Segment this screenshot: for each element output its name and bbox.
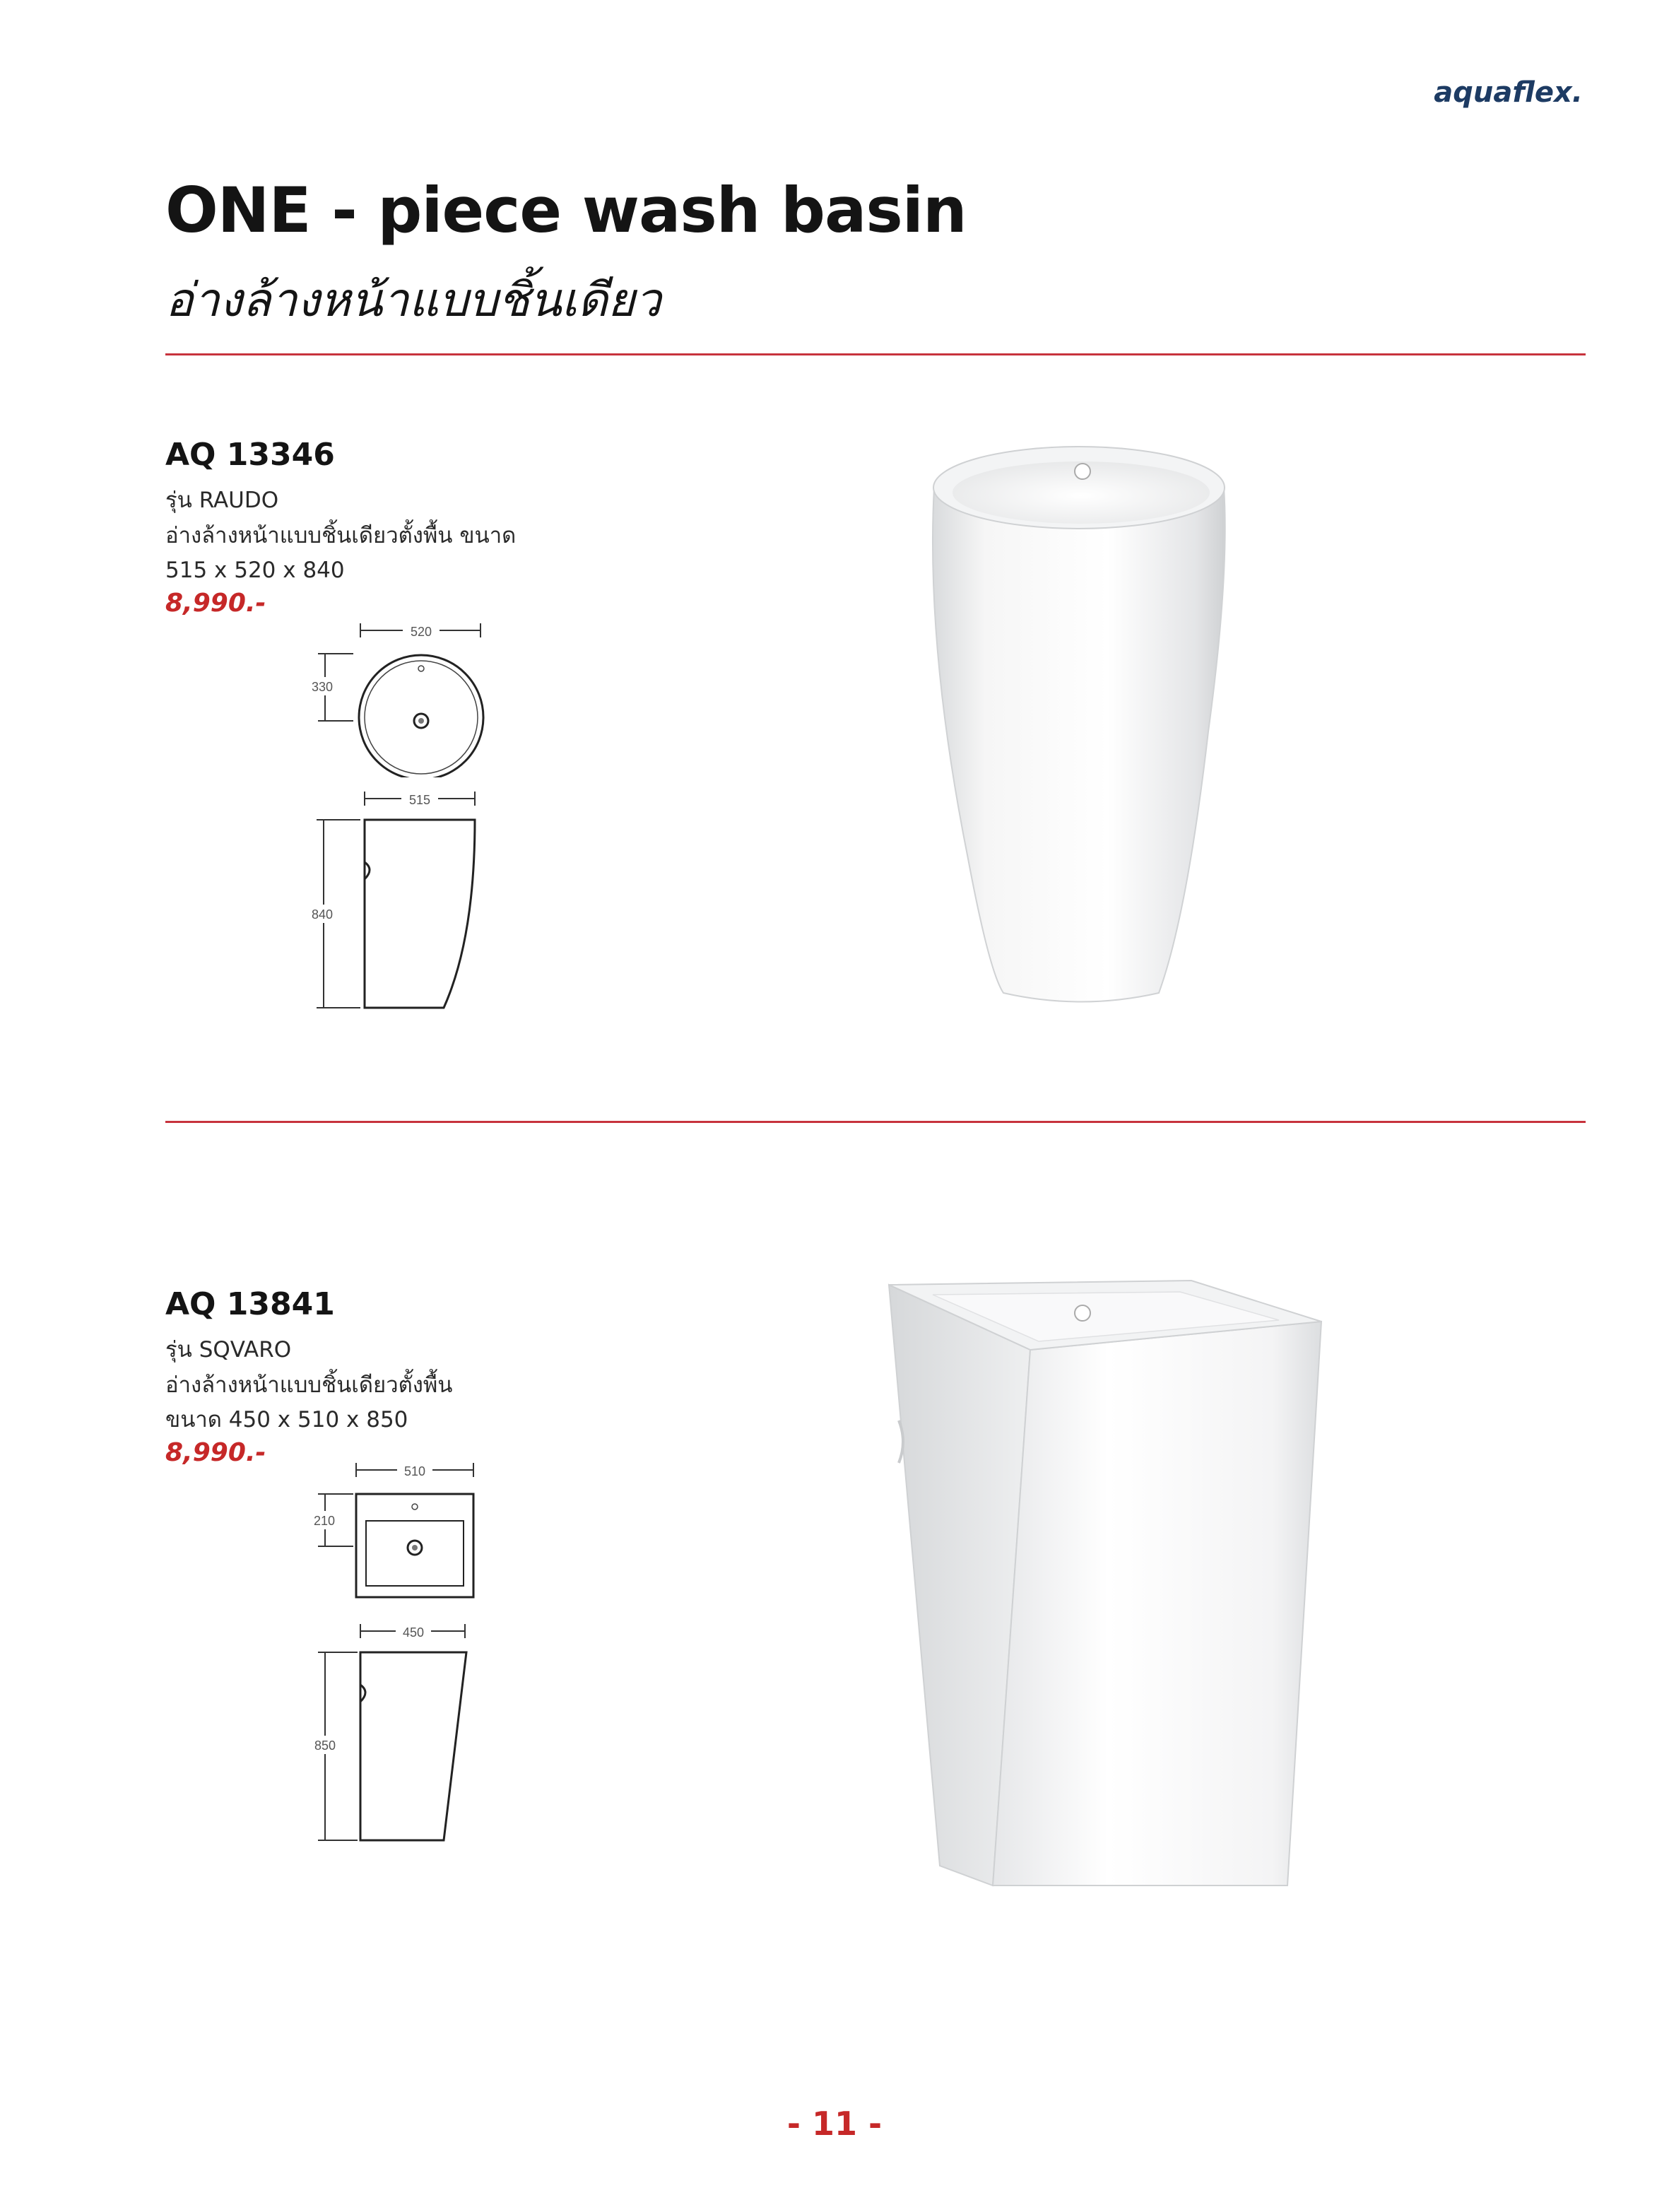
top-view-drawing [304, 1456, 488, 1604]
dim-side-width: 450 [402, 1625, 425, 1640]
divider [165, 1121, 1586, 1123]
dim-top-width: 520 [410, 625, 432, 639]
product-size: ขนาด 450 x 510 x 850 [165, 1407, 408, 1432]
side-view-drawing [297, 783, 509, 1023]
product-price: 8,990.- [165, 1438, 266, 1467]
dim-top-depth: 330 [311, 680, 334, 694]
dim-height: 850 [314, 1739, 336, 1753]
product-model: รุ่น SQVARO [165, 1337, 292, 1363]
product-model: รุ่น RAUDO [165, 488, 279, 513]
product-code: AQ 13841 [165, 1286, 335, 1322]
product-photo-square-basin [883, 1279, 1343, 1901]
page-subtitle: อ่างล้างหน้าแบบชิ้นเดียว [165, 273, 661, 327]
page-number: - 11 - [786, 2105, 883, 2143]
dim-height: 840 [311, 907, 334, 922]
product-price: 8,990.- [165, 589, 266, 618]
page-title: ONE - piece wash basin [165, 174, 967, 247]
brand-logo: aquaflex. [1434, 76, 1583, 109]
dim-side-width: 515 [408, 793, 431, 807]
top-view-drawing [297, 615, 509, 777]
product-size: 515 x 520 x 840 [165, 558, 345, 583]
product-description: อ่างล้างหน้าแบบชิ้นเดียวตั้งพื้น [165, 1372, 453, 1398]
product-photo-round-basin [919, 435, 1244, 1021]
side-view-drawing [304, 1617, 488, 1857]
product-description: อ่างล้างหน้าแบบชิ้นเดียวตั้งพื้น ขนาด [165, 523, 517, 548]
product-code: AQ 13346 [165, 437, 335, 473]
divider [165, 353, 1586, 355]
dim-top-depth: 210 [313, 1514, 336, 1528]
dim-top-width: 510 [403, 1464, 426, 1478]
